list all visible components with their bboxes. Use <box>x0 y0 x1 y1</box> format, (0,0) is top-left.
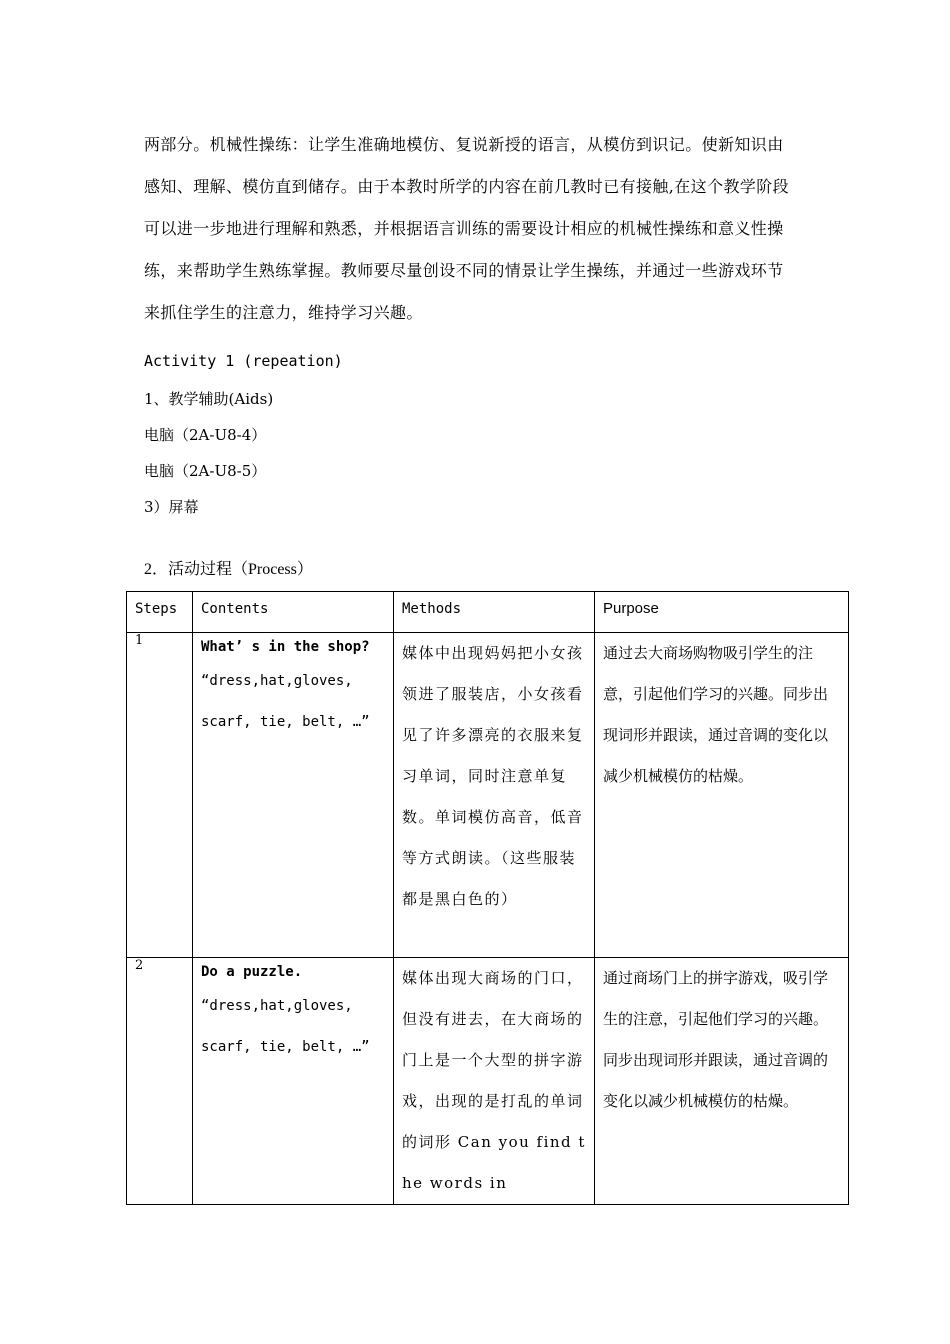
content-title: Do a puzzle. <box>201 964 303 980</box>
header-purpose: Purpose <box>595 592 849 633</box>
process-heading: 2．活动过程（Process） <box>144 561 313 578</box>
content-cell <box>193 633 394 958</box>
activity-title: Activity 1 (repeation) <box>144 352 343 370</box>
content-words: “dress,hat,gloves, scarf, tie, belt, …” <box>201 998 370 1055</box>
method-cell: 媒体出现大商场的门口，但没有进去，在大商场的门上是一个大型的拼字游戏，出现的是打乱的单词的词形 Can you find the words in <box>394 958 595 1205</box>
content-words: “dress,hat,gloves, scarf, tie, belt, …” <box>201 673 370 730</box>
content-title: What’ s in the shop? <box>201 639 370 655</box>
table-header-row <box>127 592 849 633</box>
header-steps: Steps <box>127 592 193 633</box>
paragraph-line: 可以进一步地进行理解和熟悉，并根据语言训练的需要设计相应的机械性操练和意义性操 <box>144 219 784 238</box>
aids-item: 电脑（2A-U8-5） <box>144 462 267 480</box>
process-table <box>126 591 849 1205</box>
aids-item: 3）屏幕 <box>144 498 199 516</box>
paragraph-line: 感知、理解、模仿直到储存。由于本教时所学的内容在前几教时已有接触,在这个教学阶段 <box>144 177 790 196</box>
paragraph-line: 练，来帮助学生熟练掌握。教师要尽量创设不同的情景让学生操练，并通过一些游戏环节 <box>144 261 784 280</box>
aids-heading: 1、教学辅助(Aids) <box>144 390 274 408</box>
purpose-cell: 通过商场门上的拼字游戏，吸引学生的注意，引起他们学习的兴趣。同步出现词形并跟读，通过音调的变化以减少机械模仿的枯燥。 <box>595 958 849 1205</box>
intro-paragraph <box>144 124 812 334</box>
header-contents: Contents <box>193 592 394 633</box>
purpose-cell: 通过去大商场购物吸引学生的注意，引起他们学习的兴趣。同步出现词形并跟读，通过音调的变化以减少机械模仿的枯燥。 <box>595 633 849 958</box>
aids-item: 电脑（2A-U8-4） <box>144 426 267 444</box>
paragraph-line: 两部分。机械性操练：让学生准确地模仿、复说新授的语言，从模仿到识记。使新知识由 <box>144 135 784 154</box>
table-row <box>127 633 849 958</box>
method-cell: 媒体中出现妈妈把小女孩领进了服装店，小女孩看见了许多漂亮的衣服来复习单词，同时注意单复数。单词模仿高音，低音等方式朗读。（这些服装都是黑白色的） <box>394 633 595 958</box>
step-number: 2 <box>127 958 193 1205</box>
paragraph-line: 来抓住学生的注意力，维持学习兴趣。 <box>144 303 423 322</box>
step-number: 1 <box>127 633 193 958</box>
table-row <box>127 958 849 1205</box>
content-cell <box>193 958 394 1205</box>
header-methods: Methods <box>394 592 595 633</box>
